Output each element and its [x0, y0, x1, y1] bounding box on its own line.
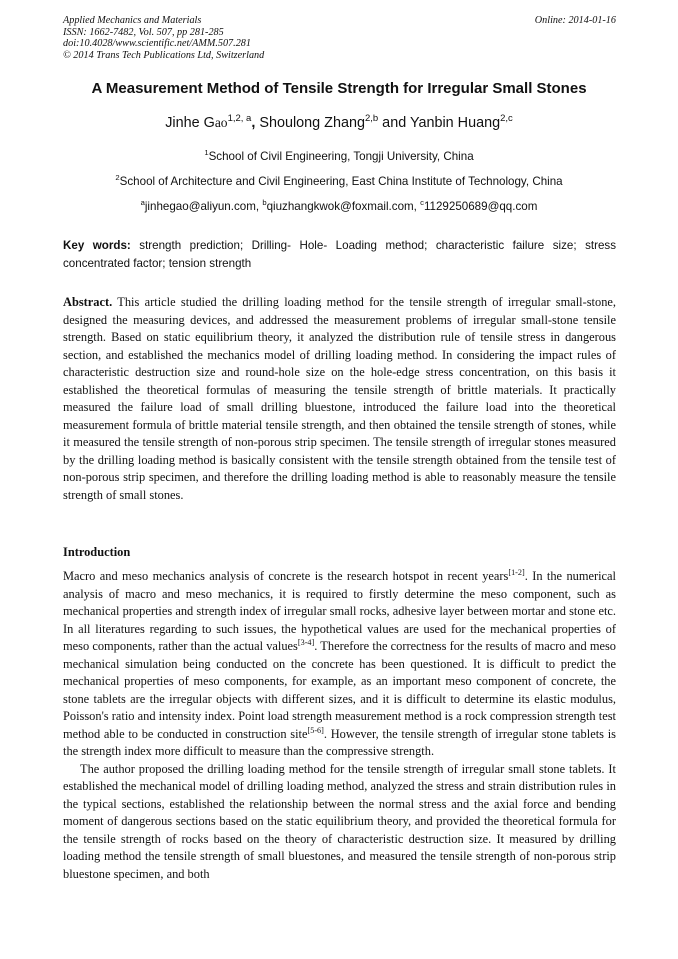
affiliation-2 — [40, 172, 638, 188]
author-and: and — [378, 115, 410, 131]
author-3-sup: 2,c — [500, 112, 513, 124]
keywords-block — [63, 237, 616, 273]
email-b-sup: b — [262, 197, 267, 207]
affiliation-1-text: School of Civil Engineering, Tongji University, China — [208, 150, 474, 163]
keywords-text: strength prediction; Drilling- Hole- Loading method; characteristic failure size; stress concentrated factor; tension strength — [63, 239, 616, 270]
affiliation-1 — [40, 147, 638, 163]
email-a-sup: a — [140, 197, 145, 207]
intro-paragraph-2: The author proposed the drilling loading method for the tensile strength of irregular small stone tablets. It established the mechanical model of drilling loading method, analyzed the stress and strain distribution rules in the typical sections, established the relationship between the normal stress and the axial force and bending moment of dangerous sections based on the static equilibrium theory, and provided the theoretical formula for the tensile strength of rocks based on the theory of characteristic destruction size. It measured by drilling loading method the tensile strength of small bluestones, and measured the tensile strength of non-porous strip bluestone specimen, and both — [63, 761, 616, 881]
citation-1: [1-2] — [508, 567, 525, 577]
author-list — [40, 112, 638, 131]
author-separator: , — [251, 115, 260, 131]
email-c: 1129250689@qq.com — [423, 200, 538, 213]
email-a: jinhegao@aliyun.com, — [144, 200, 263, 213]
abstract-text: This article studied the drilling loading method for the tensile strength of irregular small-stone, designed the measuring devices, and addressed the measurement problems of irregular small-stone tensile strength. Based on static equilibrium theory, it analyzed the distribution rule of tensile stress in dangerous section, and established the mechanics model of drilling loading method. In considering the impact rules of characteristic destruction size and round-hole size on the hole-edge stress concentration, on this basis it established the theoretical formulas of measuring the tensile strength of brittle materials. It practically measured the failure load of small drilling bluestone, introduced the failure load into the theoretical measurement formula of brittle material tensile strength, and then obtained the tensile strength of stones, while it measured the tensile strength of non-porous strip specimen. The tensile strength of irregular stones measured by the drilling loading method is basically consistent with the tensile strength obtained from the tensile test of non-porous strip specimen, and therefore the drilling loading method is able to reasonably measure the tensile strength of small stones. — [63, 295, 616, 502]
copyright-line: © 2014 Trans Tech Publications Ltd, Switzerland — [63, 49, 265, 61]
intro-p1-part-b: . In the numerical analysis of macro and meso mechanics, it is required to firstly determine the meso component, such as mechanical properties and strength index of irregular small rocks, adhesive layer between mortar and stone etc. In all literatures regarding to such issues, the hypothetical values are used for the mechanical properties of meso components, rather than the actual values — [63, 569, 616, 653]
affiliation-2-text: School of Architecture and Civil Engineering, East China Institute of Technology, China — [119, 175, 563, 188]
intro-p1-part-d: . However, the tensile strength of irregular stone tablets is the strength index more difficult to measure than the compressive strength. — [63, 726, 616, 758]
email-c-sup: c — [420, 197, 424, 207]
affiliation-2-sup: 2 — [115, 172, 120, 182]
intro-paragraph-1 — [63, 568, 616, 761]
paper-title: A Measurement Method of Tensile Strength for Irregular Small Stones — [91, 80, 587, 97]
introduction-body — [63, 568, 616, 883]
author-2-sup: 2,b — [364, 112, 379, 124]
journal-name: Applied Mechanics and Materials — [63, 15, 202, 26]
issn-line: ISSN: 1662-7482, Vol. 507, pp 281-285 — [63, 26, 224, 38]
author-3: Yanbin Huang — [409, 115, 501, 131]
abstract-label: Abstract. — [63, 295, 113, 309]
author-1-last: ao — [214, 115, 228, 130]
journal-header — [63, 15, 616, 61]
intro-p1-part-a: Macro and meso mechanics analysis of concrete is the research hotspot in recent years — [63, 569, 509, 583]
citation-2: [3-4] — [297, 637, 315, 647]
abstract-block — [63, 294, 616, 504]
doi-line: doi:10.4028/www.scientific.net/AMM.507.281 — [63, 38, 251, 50]
email-b: qiuzhangkwok@foxmail.com, — [266, 200, 421, 213]
keywords-label: Key words: — [63, 239, 131, 252]
author-2: Shoulong Zhang — [259, 115, 365, 131]
affiliation-1-sup: 1 — [204, 147, 209, 157]
online-date: Online: 2014-01-16 — [534, 15, 616, 26]
introduction-heading: Introduction — [63, 545, 131, 559]
email-line — [40, 197, 638, 213]
citation-3: [5-6] — [307, 725, 324, 735]
intro-p1-part-c: . Therefore the correctness for the results of macro and meso mechanical simulation being conducted on the concrete has been questioned. It is difficult to predict the mechanical properties of meso components, for example, as an important meso component of concrete, the stone tablets are the irregular objects with different sizes, and it is difficult to determine its elastic modulus, Poisson's ratio and intensity index. Point load strength measurement method is a rock compression strength test method able to be conducted in construction site — [63, 639, 617, 741]
author-1-first: Jinhe G — [165, 115, 215, 131]
author-1-sup: 1,2, a — [227, 112, 252, 124]
